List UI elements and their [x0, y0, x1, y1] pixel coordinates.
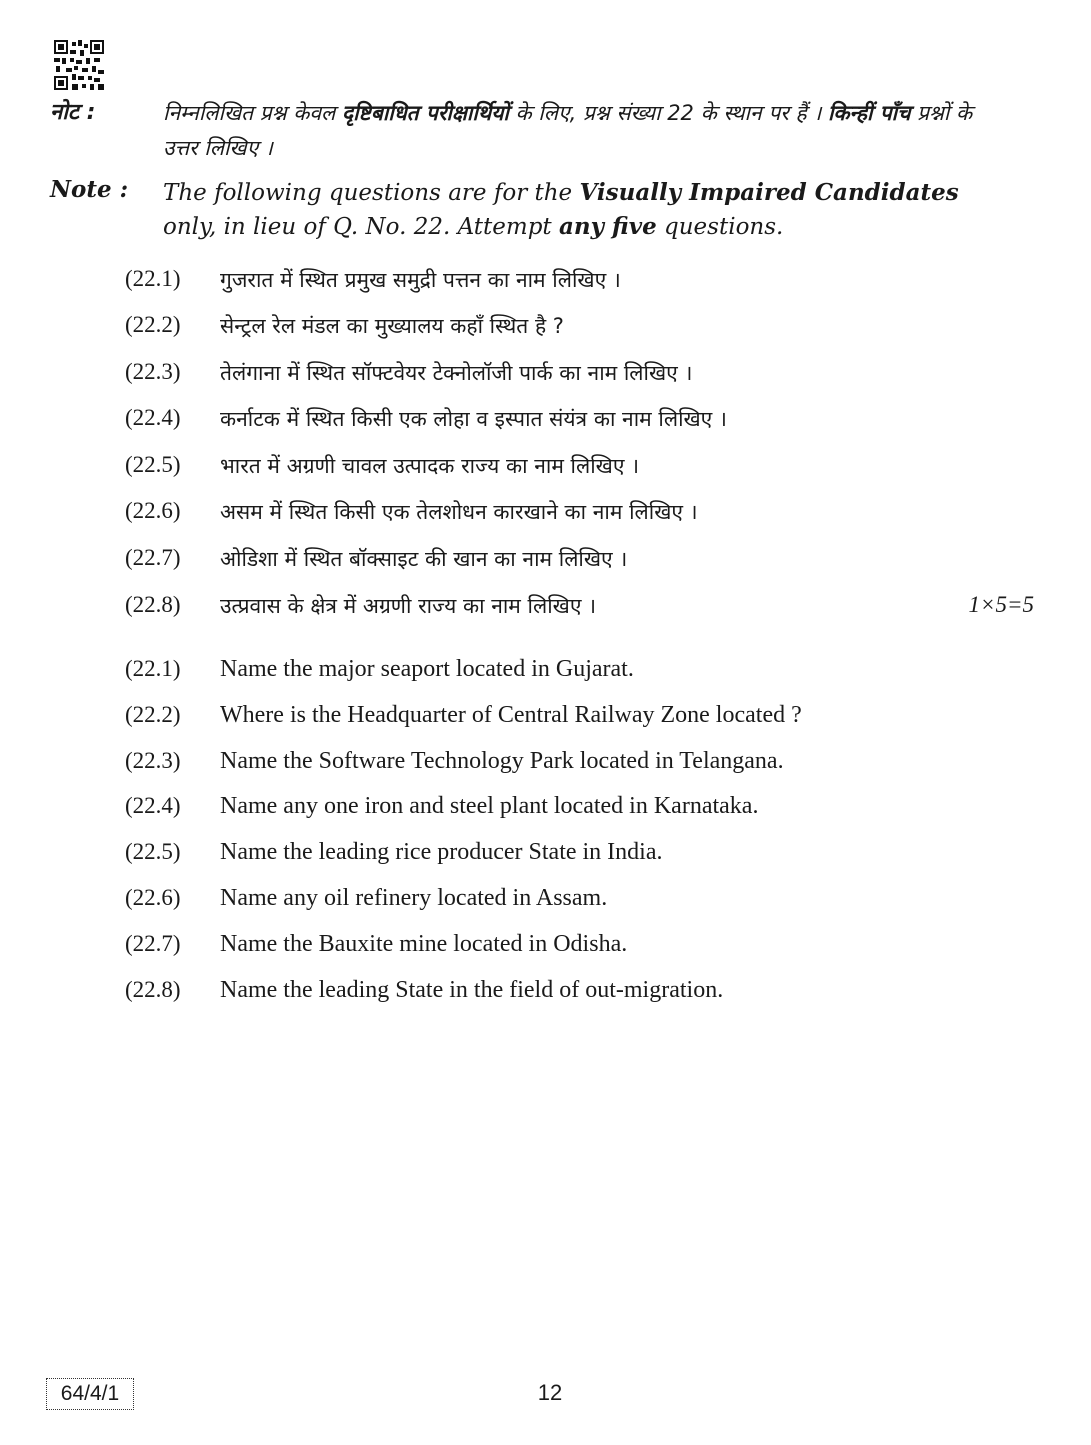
note-hindi-text: निम्नलिखित प्रश्न केवल दृष्टिबाधित परीक्षार्थियों के लिए, प्रश्न संख्या 22 के स्थान पर हैं । किन्हीं पाँच प्रश्नों के उत्तर लिखिए ।	[163, 101, 973, 160]
question-text: Name the leading State in the field of out-migration.	[220, 977, 724, 1003]
question-number: (22.4)	[125, 793, 181, 818]
question-number: (22.2)	[125, 702, 181, 727]
list-item	[125, 839, 1040, 873]
list-item	[125, 931, 1040, 965]
list-item	[125, 748, 1040, 782]
question-number: (22.1)	[125, 266, 181, 291]
qr-code-icon	[54, 40, 104, 90]
question-number: (22.8)	[125, 592, 181, 617]
question-text: Name the Software Technology Park located in Telangana.	[220, 748, 784, 774]
paper-code: 64/4/1	[46, 1378, 134, 1410]
note-hindi-label: नोट :	[50, 100, 96, 125]
question-number: (22.7)	[125, 545, 181, 570]
question-number: (22.3)	[125, 748, 181, 773]
question-text: कर्नाटक में स्थित किसी एक लोहा व इस्पात संयंत्र का नाम लिखिए ।	[220, 407, 727, 431]
list-item	[125, 656, 1040, 690]
question-text: उत्प्रवास के क्षेत्र में अग्रणी राज्य का नाम लिखिए ।	[220, 594, 597, 618]
question-number: (22.6)	[125, 885, 181, 910]
list-item	[125, 359, 1040, 393]
list-item	[125, 592, 1040, 626]
list-item	[125, 545, 1040, 579]
question-text: Where is the Headquarter of Central Railway Zone located ?	[220, 702, 802, 728]
question-number: (22.5)	[125, 452, 181, 477]
question-text: ओडिशा में स्थित बॉक्साइट की खान का नाम लिखिए ।	[220, 547, 628, 571]
question-text: Name the Bauxite mine located in Odisha.	[220, 931, 628, 957]
note-english	[50, 176, 1040, 244]
list-item	[125, 793, 1040, 827]
page-number: 12	[537, 1380, 563, 1405]
question-number: (22.8)	[125, 977, 181, 1002]
question-number: (22.7)	[125, 931, 181, 956]
question-text: Name any oil refinery located in Assam.	[220, 885, 608, 911]
question-text: सेन्ट्रल रेल मंडल का मुख्यालय कहाँ स्थित है ?	[220, 314, 564, 338]
question-number: (22.4)	[125, 405, 181, 430]
question-text: Name the leading rice producer State in India.	[220, 839, 663, 865]
question-text: गुजरात में स्थित प्रमुख समुद्री पत्तन का नाम लिखिए ।	[220, 268, 621, 292]
question-text: तेलंगाना में स्थित सॉफ्टवेयर टेक्नोलॉजी पार्क का नाम लिखिए ।	[220, 361, 693, 385]
note-english-label: Note :	[50, 176, 129, 203]
list-item	[125, 405, 1040, 439]
question-number: (22.2)	[125, 312, 181, 337]
list-item	[125, 266, 1040, 300]
question-text: Name any one iron and steel plant located in Karnataka.	[220, 793, 759, 819]
question-number: (22.6)	[125, 498, 181, 523]
question-number: (22.3)	[125, 359, 181, 384]
list-item	[125, 498, 1040, 532]
marks-label: 1×5=5	[968, 592, 1034, 617]
question-number: (22.1)	[125, 656, 181, 681]
question-text: Name the major seaport located in Gujarat.	[220, 656, 634, 682]
question-text: भारत में अग्रणी चावल उत्पादक राज्य का नाम लिखिए ।	[220, 454, 640, 478]
list-item	[125, 312, 1040, 346]
note-english-text: The following questions are for the Visually Impaired Candidates only, in lieu of Q. No. 22. Attempt any five questions.	[163, 179, 959, 240]
question-number: (22.5)	[125, 839, 181, 864]
note-hindi	[50, 96, 1040, 168]
list-item	[125, 885, 1040, 919]
question-text: असम में स्थित किसी एक तेलशोधन कारखाने का नाम लिखिए ।	[220, 500, 698, 524]
list-item	[125, 452, 1040, 486]
list-item	[125, 977, 1040, 1011]
list-item	[125, 702, 1040, 736]
